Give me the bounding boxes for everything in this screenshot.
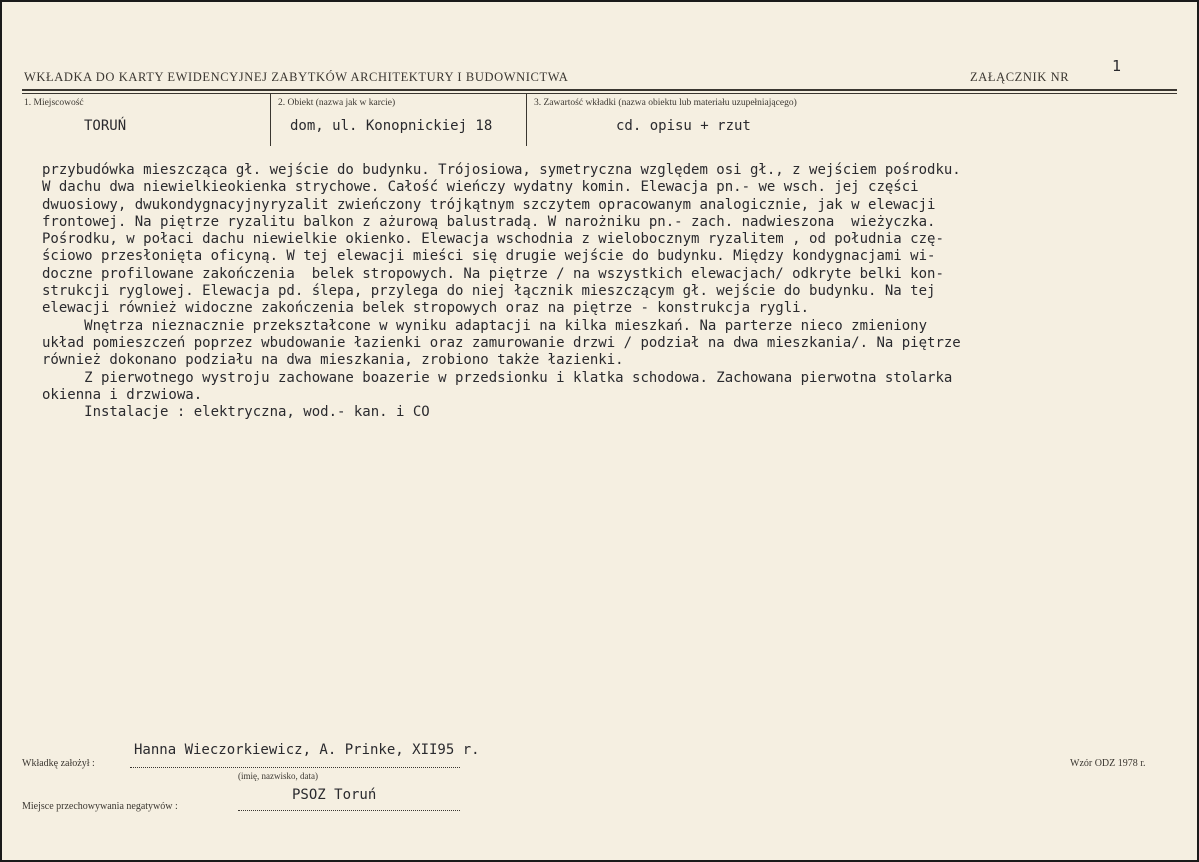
field-value-object: dom, ul. Konopnickiej 18: [290, 118, 493, 134]
author-value: Hanna Wieczorkiewicz, A. Prinke, XII95 r.: [134, 742, 480, 758]
storage-value: PSOZ Toruń: [292, 787, 377, 803]
field-value-contents: cd. opisu + rzut: [616, 118, 751, 134]
description-line: W dachu dwa niewielkieokienka strychowe. Całość wieńczy wydatny komin. Elewacja pn.- we wsch. jej części: [42, 179, 919, 196]
author-hint: (imię, nazwisko, data): [238, 771, 318, 781]
description-line: Instalacje : elektryczna, wod.- kan. i CO: [42, 404, 430, 421]
description-line: dwuosiowy, dwukondygnacyjnyryzalit zwieńczony trójkątnym szczytem opracowanym analogicznie, jak w elewacji: [42, 196, 936, 213]
annex-number: 1: [1112, 57, 1122, 75]
author-label: Wkładkę założył :: [22, 758, 95, 769]
description-line: elewacji również widoczne zakończenia belek stropowych oraz na piętrze - konstrukcja rygli.: [42, 300, 810, 317]
description-line: przybudówka mieszcząca gł. wejście do budynku. Trójosiowa, symetryczna względem osi gł., z wejściem pośrodku.: [42, 162, 961, 178]
description-text: [42, 162, 1182, 421]
description-line: strukcji ryglowej. Elewacja pd. ślepa, przylega do niej łącznik mieszczącym gł. wejście do budynku. Na tej: [42, 283, 936, 300]
description-line: frontowej. Na piętrze ryzalitu balkon z ażurową balustradą. W narożniku pn.- zach. nadwieszona wieżyczka.: [42, 213, 936, 230]
description-line: Wnętrza nieznacznie przekształcone w wyniku adaptacji na kilka mieszkań. Na parterze nieco zmieniony: [42, 317, 928, 334]
form-version: Wzór ODZ 1978 r.: [1070, 758, 1146, 769]
annex-label: ZAŁĄCZNIK NR: [970, 70, 1070, 84]
card-title: WKŁADKA DO KARTY EWIDENCYJNEJ ZABYTKÓW ARCHITEKTURY I BUDOWNICTWA: [24, 70, 569, 84]
field-divider: [270, 93, 271, 146]
description-line: Z pierwotnego wystroju zachowane boazerie w przedsionku i klatka schodowa. Zachowana pierwotna stolarka: [42, 369, 953, 386]
description-line: również dokonano podziału na dwa mieszkania, zrobiono także łazienki.: [42, 352, 624, 369]
author-line: [130, 767, 460, 768]
description-line: okienna i drzwiowa.: [42, 386, 203, 403]
header-rule-thin: [22, 93, 1177, 94]
description-line: doczne profilowane zakończenia belek stropowych. Na piętrze / na wszystkich elewacjach/ odkryte belki kon-: [42, 265, 944, 282]
field-label-locality: 1. Miejscowość: [24, 98, 84, 108]
header-rule: [22, 89, 1177, 91]
field-label-object: 2. Obiekt (nazwa jak w karcie): [278, 98, 396, 108]
record-card: [2, 2, 1197, 860]
field-divider: [526, 93, 527, 146]
field-value-locality: TORUŃ: [84, 118, 127, 134]
field-label-contents: 3. Zawartość wkładki (nazwa obiektu lub materiału uzupełniającego): [534, 98, 797, 108]
storage-line: [238, 810, 460, 811]
storage-label: Miejsce przechowywania negatywów :: [22, 801, 178, 812]
description-line: układ pomieszczeń poprzez wbudowanie łazienki oraz zamurowanie drzwi / podział na dwa mieszkania/. Na piętrze: [42, 334, 961, 351]
description-line: ściowo przesłonięta oficyną. W tej elewacji mieści się drugie wejście do budynku. Między kondygnacjami wi-: [42, 248, 936, 265]
description-line: Pośrodku, w połaci dachu niewielkie okienko. Elewacja wschodnia z wielobocznym ryzalitem , od południa czę-: [42, 231, 944, 248]
